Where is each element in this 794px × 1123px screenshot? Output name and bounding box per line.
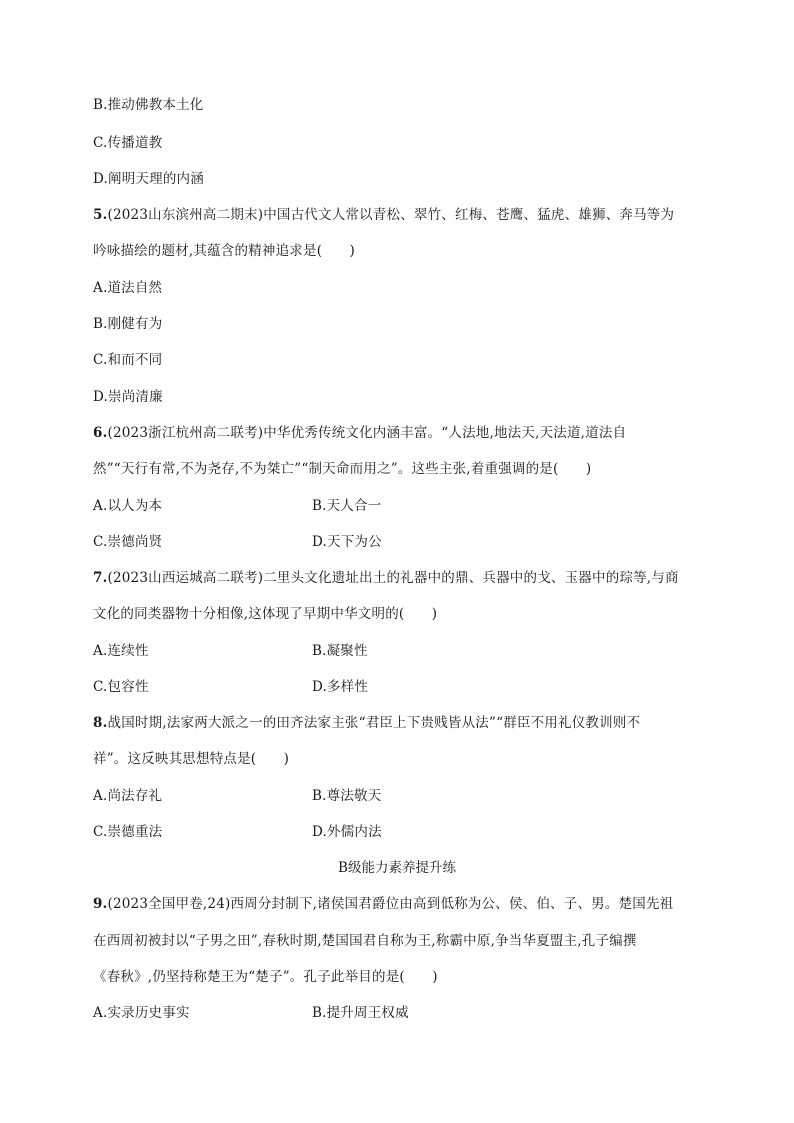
q9-number: 9. bbox=[93, 896, 108, 912]
q5-option-d: D.崇尚清廉 bbox=[93, 389, 163, 405]
q8-option-d: D.外儒内法 bbox=[312, 824, 382, 840]
q8-option-a: A.尚法存礼 bbox=[93, 788, 163, 804]
q8-stem-line2: 祥”。这反映其思想特点是( ) bbox=[93, 751, 290, 767]
q5-stem-line1 bbox=[93, 205, 674, 225]
q6-text-line1: (2023浙江杭州高二联考)中华优秀传统文化内涵丰富。“人法地,地法天,天法道,道法自 bbox=[107, 425, 627, 441]
q7-options-row2 bbox=[93, 677, 369, 697]
q8-option-b: B.尊法敬天 bbox=[312, 788, 382, 804]
q7-stem-line2: 文化的同类器物十分相像,这体现了早期中华文明的( ) bbox=[93, 606, 438, 622]
q6-option-b: B.天人合一 bbox=[312, 498, 382, 514]
q9-stem-line1 bbox=[93, 894, 673, 914]
section-title: B级能力素养提升练 bbox=[338, 860, 456, 876]
q7-options-row1 bbox=[93, 641, 368, 661]
q7-text-line1: (2023山西运城高二联考)二里头文化遗址出土的礼器中的鼎、兵器中的戈、玉器中的琮等,与商 bbox=[107, 570, 679, 586]
q8-stem-line1 bbox=[93, 713, 640, 733]
q6-stem-line1 bbox=[93, 423, 626, 443]
q8-option-c: C.崇德重法 bbox=[93, 824, 163, 840]
q5-stem-line2: 吟咏描绘的题材,其蕴含的精神追求是( ) bbox=[93, 243, 356, 259]
q4-option-c: C.传播道教 bbox=[93, 135, 163, 151]
q4-option-d: D.阐明天理的内涵 bbox=[93, 171, 204, 187]
q6-option-a: A.以人为本 bbox=[93, 498, 163, 514]
q6-stem-line2: 然”“天行有常,不为尧存,不为桀亡”“制天命而用之”。这些主张,着重强调的是( ) bbox=[93, 461, 592, 477]
q8-text-line1: 战国时期,法家两大派之一的田齐法家主张“君臣上下贵贱皆从法”“群臣不用礼仪教训则不 bbox=[107, 715, 641, 731]
q8-options-row2 bbox=[93, 822, 382, 842]
q5-text-line1: (2023山东滨州高二期末)中国古代文人常以青松、翠竹、红梅、苍鹰、猛虎、雄狮、奔马等为 bbox=[107, 207, 675, 223]
q8-options-row1 bbox=[93, 786, 382, 806]
q6-number: 6. bbox=[93, 425, 108, 441]
q8-number: 8. bbox=[93, 715, 108, 731]
q9-stem-line2: 在西周初被封以“子男之田”,春秋时期,楚国国君自称为王,称霸中原,争当华夏盟主,孔子编撰 bbox=[93, 933, 637, 949]
q9-text-line1: (2023全国甲卷,24)西周分封制下,诸侯国君爵位由高到低称为公、侯、伯、子、男。楚国先祖 bbox=[107, 896, 674, 912]
q9-stem-line3: 《春秋》,仍坚持称楚王为“楚子”。孔子此举目的是( ) bbox=[93, 969, 438, 985]
q7-option-b: B.凝聚性 bbox=[312, 643, 368, 659]
q7-option-a: A.连续性 bbox=[93, 643, 149, 659]
q9-options-row1 bbox=[93, 1003, 409, 1023]
q5-option-b: B.刚健有为 bbox=[93, 316, 163, 332]
q5-option-a: A.道法自然 bbox=[93, 280, 163, 296]
q5-option-c: C.和而不同 bbox=[93, 352, 163, 368]
q7-option-d: D.多样性 bbox=[312, 679, 369, 695]
q6-option-c: C.崇德尚贤 bbox=[93, 534, 163, 550]
q6-options-row2 bbox=[93, 532, 382, 552]
q5-number: 5. bbox=[93, 207, 108, 223]
q7-number: 7. bbox=[93, 570, 108, 586]
q7-stem-line1 bbox=[93, 568, 679, 588]
q6-option-d: D.天下为公 bbox=[312, 534, 382, 550]
q9-option-a: A.实录历史事实 bbox=[93, 1005, 190, 1021]
q9-option-b: B.提升周王权威 bbox=[312, 1005, 409, 1021]
q7-option-c: C.包容性 bbox=[93, 679, 149, 695]
q6-options-row1 bbox=[93, 496, 382, 516]
q4-option-b: B.推动佛教本土化 bbox=[93, 97, 204, 113]
